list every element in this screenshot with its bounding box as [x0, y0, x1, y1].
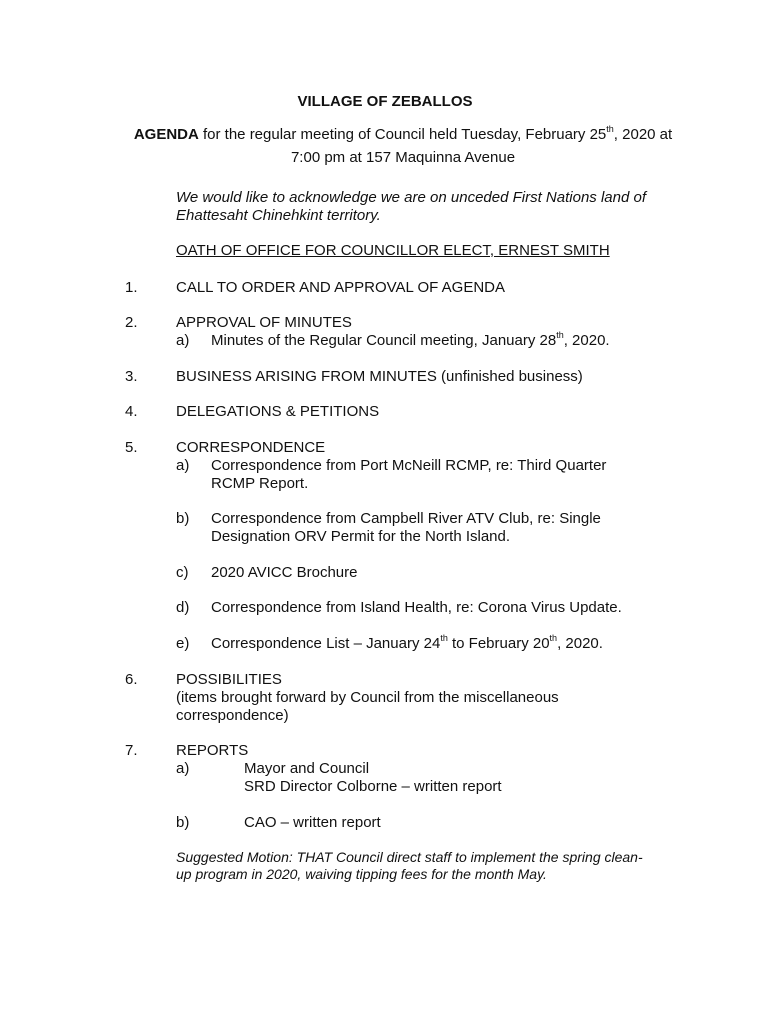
subitem-label: a) [176, 457, 190, 474]
item-text: (items brought forward by Council from the miscellaneous [176, 689, 559, 706]
subitem-text-mid: to February 20 [447, 635, 550, 652]
item-number: 2. [125, 314, 138, 331]
document-title: VILLAGE OF ZEBALLOS [297, 93, 473, 110]
item-number: 7. [125, 742, 138, 759]
agenda-heading-line2: 7:00 pm at 157 Maquinna Avenue [290, 149, 516, 166]
suggested-motion-line2: up program in 2020, waiving tipping fees for the month May. [176, 866, 547, 882]
item-number: 5. [125, 439, 138, 456]
agenda-heading-text: for the regular meeting of Council held Tuesday, February 25 [198, 126, 607, 143]
subitem-sup: th [549, 633, 558, 643]
item-heading: APPROVAL OF MINUTES [176, 314, 352, 331]
item-heading: BUSINESS ARISING FROM MINUTES (unfinished business) [176, 368, 583, 385]
item-heading: CALL TO ORDER AND APPROVAL OF AGENDA [176, 279, 505, 296]
item-heading: DELEGATIONS & PETITIONS [176, 403, 380, 420]
subitem-sup: th [440, 633, 448, 643]
item-number: 1. [125, 279, 138, 296]
item-number: 4. [125, 403, 138, 420]
subitem-sup: th [556, 330, 564, 340]
subitem-text: Designation ORV Permit for the North Island. [211, 528, 511, 545]
subitem-text: 2020 AVICC Brochure [211, 564, 358, 581]
acknowledgement-line1: We would like to acknowledge we are on unceded First Nations land of [176, 189, 646, 206]
subitem-label: d) [176, 599, 190, 616]
subitem-text [211, 332, 610, 350]
agenda-heading-tail: , 2020 at [613, 126, 673, 143]
subitem-text [211, 635, 603, 653]
suggested-motion-line1: Suggested Motion: THAT Council direct staff to implement the spring clean- [176, 849, 643, 865]
item-text: correspondence) [176, 707, 289, 724]
subitem-text: Correspondence from Campbell River ATV Club, re: Single [211, 510, 601, 527]
subitem-label: b) [176, 510, 190, 527]
subitem-text-tail: , 2020. [557, 635, 603, 652]
item-number: 6. [125, 671, 138, 688]
acknowledgement-line2: Ehattesaht Chinehkint territory. [176, 207, 381, 224]
item-heading: REPORTS [176, 742, 249, 759]
subitem-text: Mayor and Council [244, 760, 370, 777]
subitem-text-main: Correspondence List – January 24 [211, 635, 441, 652]
subitem-label: a) [176, 332, 190, 349]
oath-heading: OATH OF OFFICE FOR COUNCILLOR ELECT, ERNEST SMITH [176, 242, 610, 259]
subitem-text: Correspondence from Port McNeill RCMP, re: Third Quarter [211, 457, 607, 474]
agenda-heading-line1 [0, 126, 770, 144]
agenda-label: AGENDA [133, 126, 199, 143]
subitem-text-main: Minutes of the Regular Council meeting, January 28 [211, 332, 557, 349]
subitem-text: CAO – written report [244, 814, 381, 831]
subitem-label: c) [176, 564, 189, 581]
item-heading: POSSIBILITIES [176, 671, 282, 688]
item-number: 3. [125, 368, 138, 385]
subitem-label: b) [176, 814, 190, 831]
subitem-text: SRD Director Colborne – written report [244, 778, 502, 795]
subitem-label: a) [176, 760, 190, 777]
subitem-text: RCMP Report. [211, 475, 309, 492]
subitem-text-tail: , 2020. [563, 332, 610, 349]
subitem-text: Correspondence from Island Health, re: Corona Virus Update. [211, 599, 622, 616]
agenda-heading-sup: th [606, 124, 614, 134]
subitem-label: e) [176, 635, 190, 652]
item-heading: CORRESPONDENCE [176, 439, 326, 456]
